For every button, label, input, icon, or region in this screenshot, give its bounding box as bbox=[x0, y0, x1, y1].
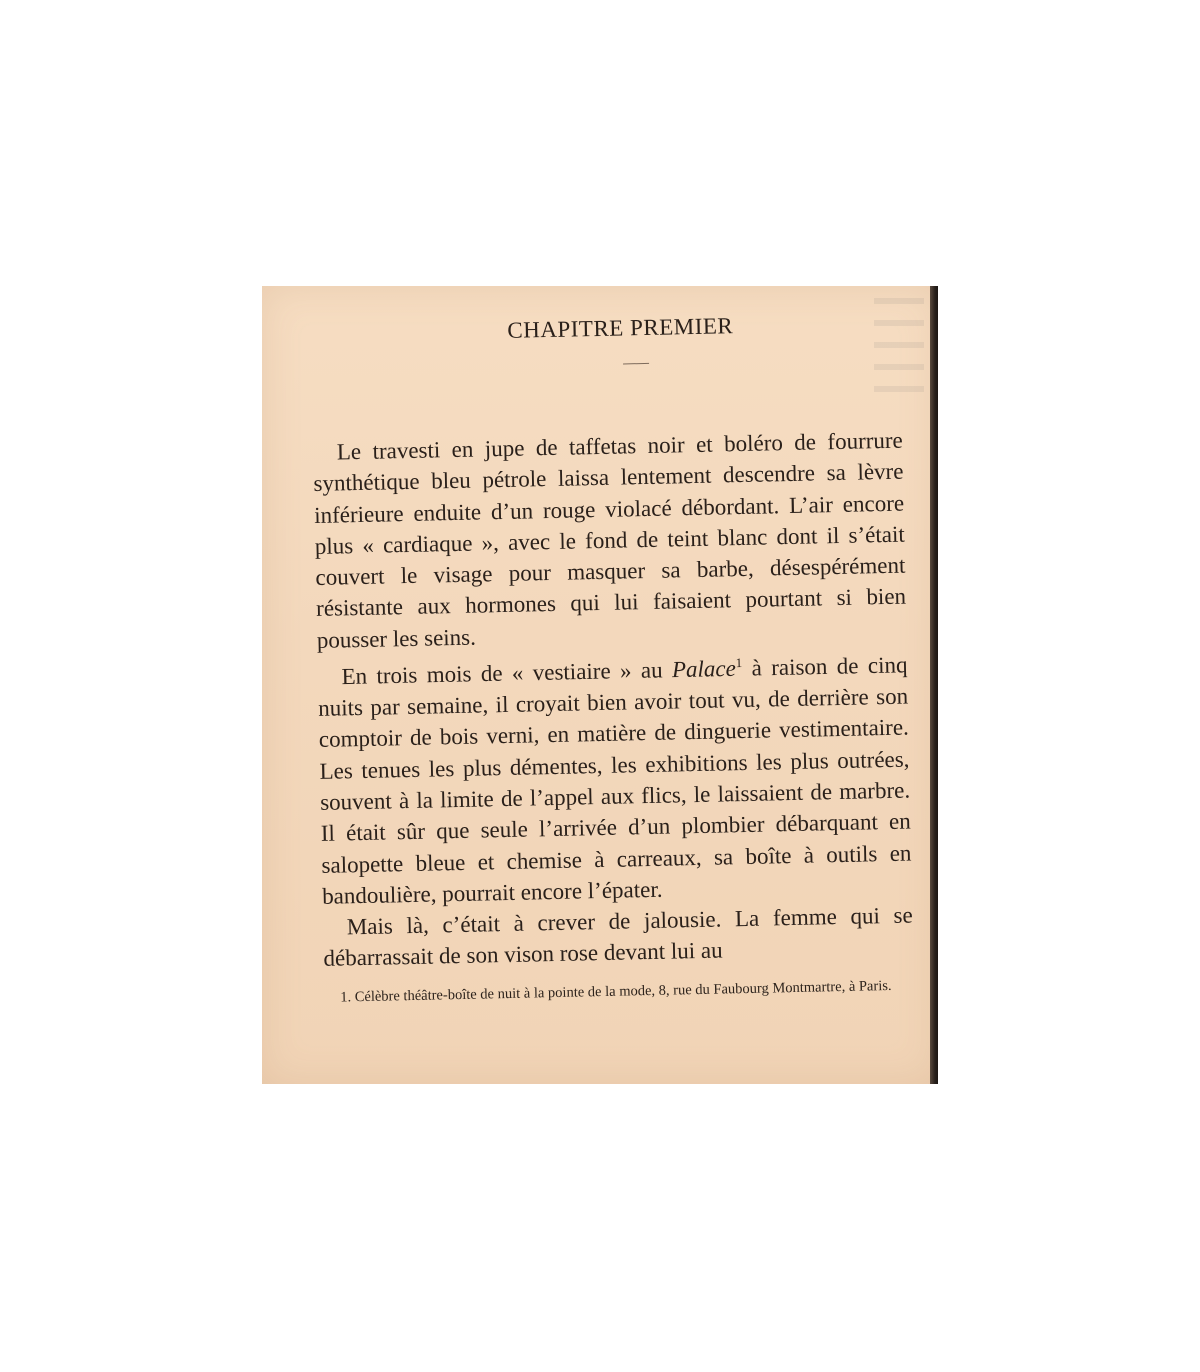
book-spine-edge bbox=[930, 286, 938, 1084]
paragraph-3: Mais là, c’était à crever de jalousie. La femme qui se débarrassait de son vison rose devant lui au bbox=[323, 902, 913, 972]
paragraph-2-end: à raison de cinq nuits par semaine, il croyait bien avoir tout vu, de derrière son comptoir de bois verni, en matière de dinguerie vestimentaire. Les tenues les plus démentes, les exhibitions les plus outrées, souvent à la limite de l’appel aux flics, le laissaient de marbre. Il était sûr que seule l’arrivée d’un plombier débarquant en salopette bleue et chemise à carreaux, sa boîte à outils en bandoulière, pourrait encore l’épater. bbox=[317, 652, 912, 909]
paragraph-2-start: En trois mois de « vestiaire » au bbox=[341, 657, 673, 690]
paragraph-1: Le travesti en jupe de taffetas noir et boléro de fourrure synthétique bleu pétrole laissa lentement descendre sa lèvre inférieure enduite d’un rouge violacé débordant. L’air encore plus « cardiaque », avec le fond de teint blanc dont il s’était couvert le visage pour masquer sa barbe, désespérément résistante aux hormones qui lui faisaient pourtant si bien pousser les seins. bbox=[313, 427, 907, 653]
body-text bbox=[313, 425, 914, 975]
paragraph-2 bbox=[317, 644, 912, 912]
footnote-ref: 1 bbox=[735, 655, 743, 671]
chapter-title: CHAPITRE PREMIER bbox=[507, 313, 734, 343]
book-page bbox=[310, 304, 914, 1009]
palace-italic: Palace bbox=[671, 655, 737, 683]
scanned-page bbox=[262, 286, 938, 1084]
footnote: 1. Célèbre théâtre-boîte de nuit à la pointe de la mode, 8, rue du Faubourg Montmartre, à Paris. bbox=[340, 977, 892, 1006]
title-divider bbox=[623, 363, 649, 365]
